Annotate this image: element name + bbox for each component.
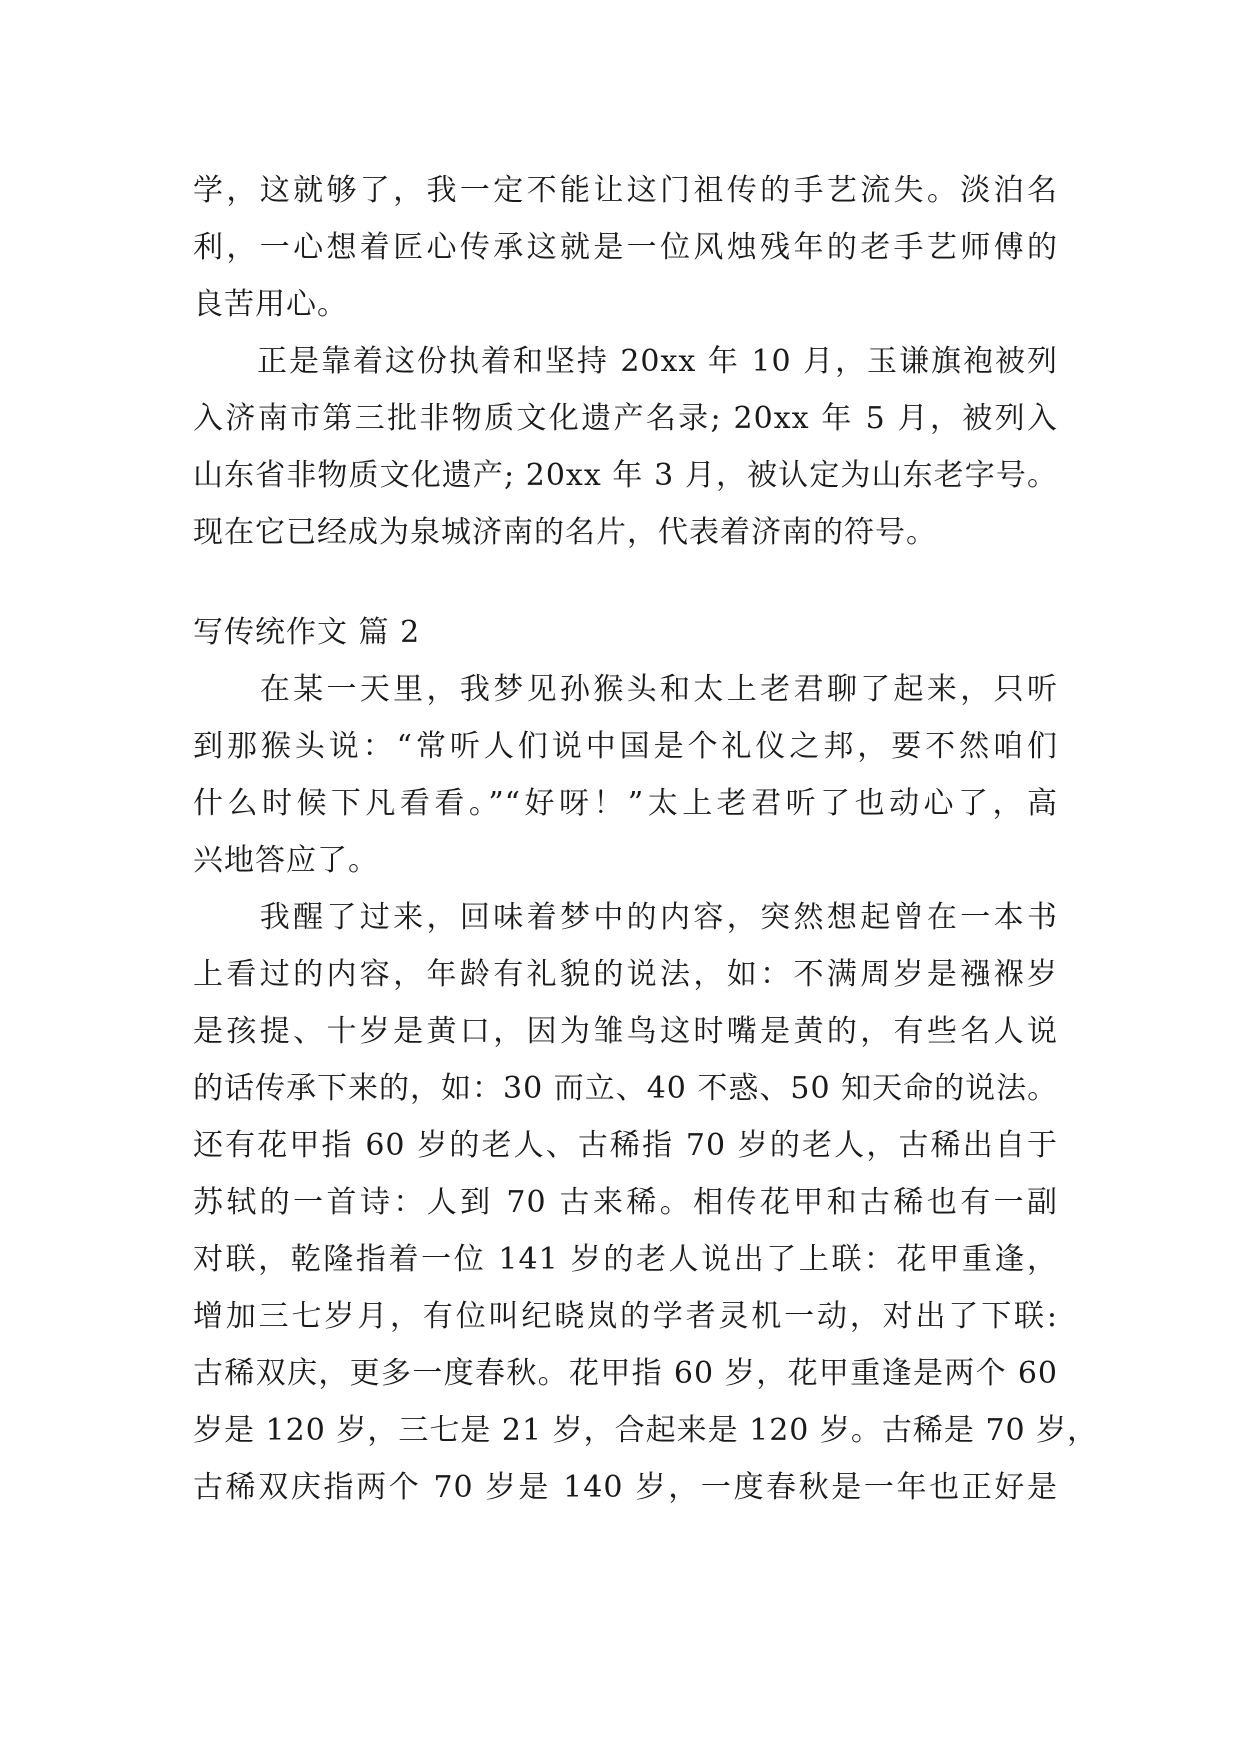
text-line: 良苦用心。 [193, 287, 348, 322]
text-line: 到那猴头说：“常听人们说中国是个礼仪之邦，要不然咱们 [193, 729, 1058, 764]
text-line: 山东省非物质文化遗产; 20xx 年 3 月，被认定为山东老字号。 [193, 458, 1058, 493]
section-heading: 写传统作文 篇 2 [193, 615, 421, 650]
text-line: 正是靠着这份执着和坚持 20xx 年 10 月，玉谦旗袍被列 [193, 344, 1058, 379]
document-body [193, 162, 1099, 1516]
text-line: 对联，乾隆指着一位 141 岁的老人说出了上联：花甲重逢， [193, 1242, 1058, 1277]
text-line: 上看过的内容，年龄有礼貌的说法，如：不满周岁是襁褓岁 [193, 957, 1058, 992]
text-line: 学，这就够了，我一定不能让这门祖传的手艺流失。淡泊名 [193, 173, 1058, 208]
text-line: 苏轼的一首诗：人到 70 古来稀。相传花甲和古稀也有一副 [193, 1185, 1058, 1220]
text-line: 的话传承下来的，如：30 而立、40 不惑、50 知天命的说法。 [193, 1071, 1059, 1106]
text-line: 我醒了过来，回味着梦中的内容，突然想起曾在一本书 [193, 900, 1058, 935]
text-line: 兴地答应了。 [193, 843, 379, 878]
text-line: 古稀双庆指两个 70 岁是 140 岁，一度春秋是一年也正好是 [193, 1470, 1058, 1505]
text-line: 古稀双庆，更多一度春秋。花甲指 60 岁，花甲重逢是两个 60 [193, 1356, 1058, 1391]
paragraph-qipao-recognition [193, 333, 1058, 561]
text-line: 是孩提、十岁是黄口，因为雏鸟这时嘴是黄的，有些名人说 [193, 1014, 1058, 1049]
text-line: 还有花甲指 60 岁的老人、古稀指 70 岁的老人，古稀出自于 [193, 1128, 1058, 1163]
text-line: 在某一天里，我梦见孙猴头和太上老君聊了起来，只听 [193, 672, 1058, 707]
text-line: 岁是 120 岁，三七是 21 岁，合起来是 120 岁。古稀是 70 岁， [193, 1413, 1099, 1448]
paragraph-age-terms [193, 889, 1099, 1516]
paragraph-dream [193, 661, 1058, 889]
text-line: 利，一心想着匠心传承这就是一位风烛残年的老手艺师傅的 [193, 230, 1058, 265]
text-line: 增加三七岁月，有位叫纪晓岚的学者灵机一动，对出了下联: [193, 1299, 1058, 1334]
text-line: 什么时候下凡看看。”“好呀！”太上老君听了也动心了，高 [193, 786, 1058, 821]
text-line: 入济南市第三批非物质文化遗产名录; 20xx 年 5 月，被列入 [193, 401, 1058, 436]
paragraph-craft-heritage [193, 162, 1058, 333]
text-line: 现在它已经成为泉城济南的名片，代表着济南的符号。 [193, 515, 937, 550]
